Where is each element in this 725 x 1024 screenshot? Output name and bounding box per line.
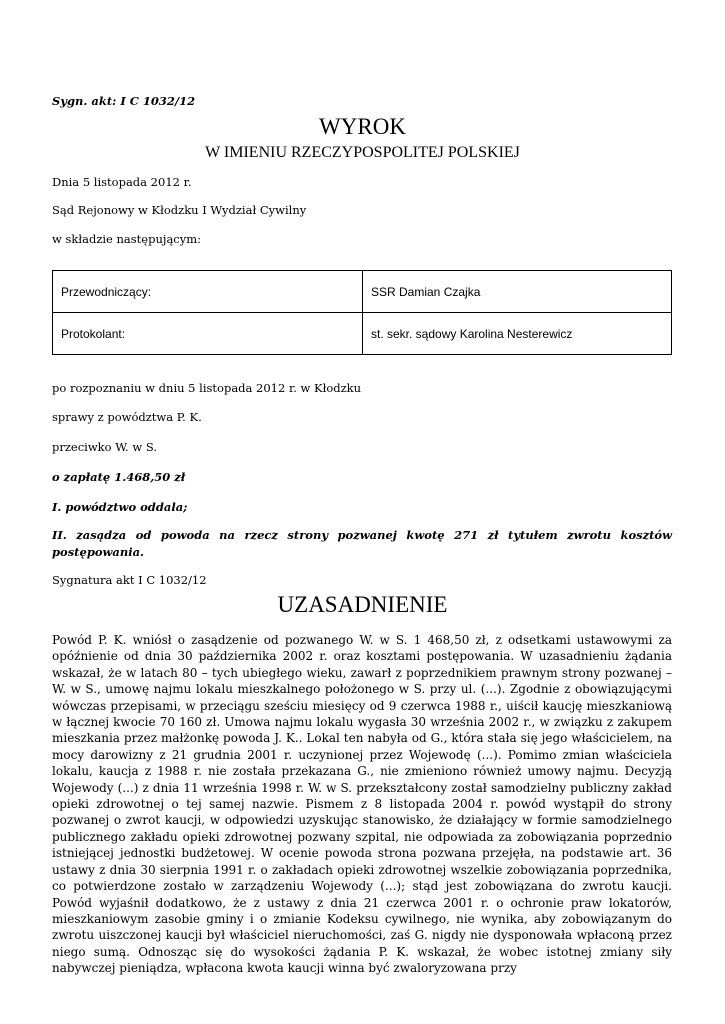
document-title: WYROK	[319, 114, 406, 139]
panel-role: Przewodniczący:	[53, 271, 363, 313]
panel-name: SSR Damian Czajka	[363, 271, 672, 313]
table-row	[53, 271, 672, 313]
claim-line: o zapłatę 1.468,50 zł	[52, 470, 186, 484]
hearing-line: po rozpoznaniu w dniu 5 listopada 2012 r. w Kłodzku	[52, 381, 362, 395]
signature-line: Sygnatura akt I C 1032/12	[52, 573, 207, 587]
justification-body: Powód P. K. wniósł o zasądzenie od pozwanego W. w S. 1 468,50 zł, z odsetkami ustawowymi za opóźnienie od dnia 30 października 2002 r. oraz kosztami postępowania. W uzasadnieniu żądania wskazał, że w latach 80 – tych ubiegłego wieku, zawarł z poprzednikiem prawnym strony pozwanej – W. w S., umowę najmu lokalu mieszkalnego położonego w S. przy ul. (...). Zgodnie z obowiązującymi wówczas przepisami, w przeciągu sześciu miesięcy od 9 czerwca 1988 r., uiścił kaucję mieszkaniową w łącznej kwocie 70 160 zł. Umowa najmu lokalu wygasła 30 września 2002 r., w związku z zakupem mieszkania przez małżonkę powoda J. K.. Lokal ten nabyła od G., która stała się jego właścicielem, na mocy darowizny z 21 grudnia 2001 r. uczynionej przez Wojewodę (...). Pomimo zmian właściciela lokalu, kaucja z 1988 r. nie została przekazana G., nie zmieniono również umowy najmu. Decyzją Wojewody (...) z dnia 11 września 1998 r. W. w S. przekształcony został samodzielny publiczny zakład opieki zdrowotnej o tej samej nazwie. Pismem z 8 listopada 2004 r. powód wystąpił do strony pozwanej o zwrot kaucji, w odpowiedzi uzyskując stanowisko, że działający w formie samodzielnego publicznego zakładu opieki zdrowotnej pozwany szpital, nie odpowiada za zobowiązania poprzednio istniejącej jednostki budżetowej. W ocenie powoda strona pozwana przejęła, na podstawie art. 36 ustawy z dnia 30 sierpnia 1991 r. o zakładach opieki zdrowotnej wszelkie zobowiązania poprzednika, co potwierdzone zostało w zarządzeniu Wojewody (...); stąd jest zobowiązana do zwrotu kaucji. Powód wyjaśnił dodatkowo, że z ustawy z dnia 21 czerwca 2001 r. o ochronie praw lokatorów, mieszkaniowym zasobie gminy i o zmianie Kodeksu cywilnego, nie wynika, aby zobowiązanym do zwrotu uiszczonej kaucji był właściciel nieruchomości, zaś G. nigdy nie dysponowała wpłaconą przez niego sumą. Odnosząc się do wysokości żądania P. K. wskazał, że wobec istotnej zmiany siły nabywczej pieniądza, wpłacona kwota kaucji winna być zwaloryzowana przy	[52, 633, 672, 976]
plaintiff-line: sprawy z powództwa P. K.	[52, 410, 202, 424]
ruling-1: I. powództwo oddala;	[52, 500, 188, 514]
panel-name: st. sekr. sądowy Karolina Nesterewicz	[363, 313, 672, 355]
table-row	[53, 313, 672, 355]
document-subtitle: W IMIENIU RZECZYPOSPOLITEJ POLSKIEJ	[205, 144, 520, 161]
composition-line: w składzie następującym:	[52, 232, 202, 246]
date-line: Dnia 5 listopada 2012 r.	[52, 175, 192, 189]
court-line: Sąd Rejonowy w Kłodzku I Wydział Cywilny	[52, 203, 307, 217]
ruling-2: II. zasądza od powoda na rzecz strony pozwanej kwotę 271 zł tytułem zwrotu kosztów postępowania.	[52, 528, 672, 559]
case-reference: Sygn. akt: I C 1032/12	[52, 94, 196, 108]
defendant-line: przeciwko W. w S.	[52, 440, 157, 454]
court-panel-table	[52, 270, 672, 355]
panel-role: Protokolant:	[53, 313, 363, 355]
justification-title: UZASADNIENIE	[277, 592, 448, 617]
